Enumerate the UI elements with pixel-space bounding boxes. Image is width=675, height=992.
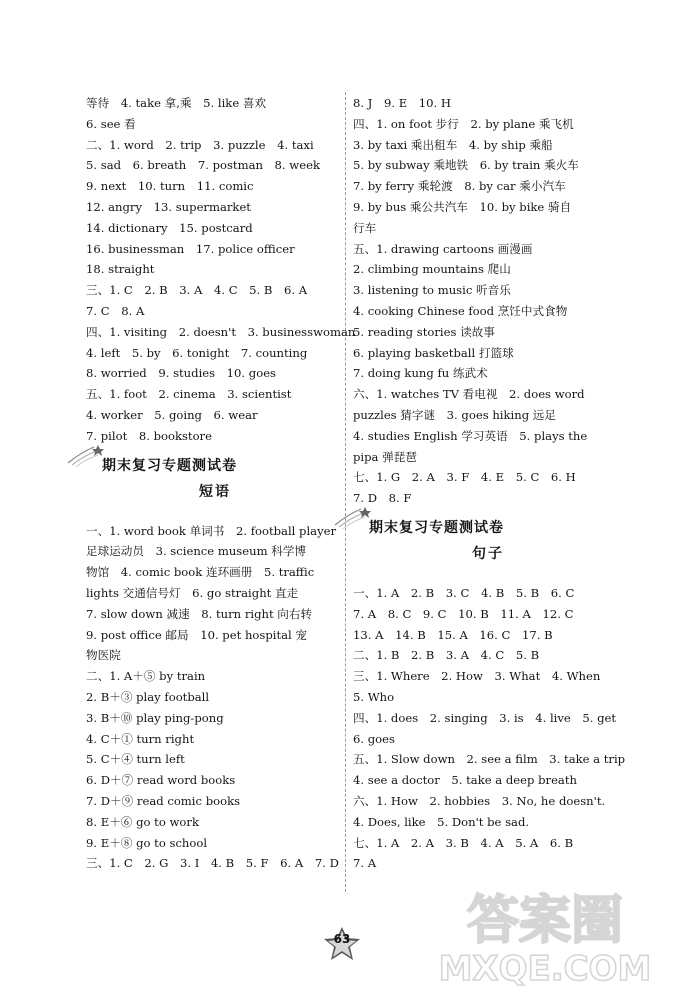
answer-line: 7. A	[353, 856, 377, 871]
answer-line: 12. angry 13. supermarket	[86, 199, 251, 214]
right-column	[353, 93, 626, 874]
answer-line: 9. E＋⑧ go to school	[86, 835, 208, 850]
answer-line: 5. reading stories 读故事	[353, 324, 495, 339]
left-section-answers	[86, 521, 344, 875]
answer-line: 6. goes	[353, 731, 395, 746]
answer-line: 4. cooking Chinese food 烹饪中式食物	[353, 303, 568, 318]
page-number: 63	[333, 932, 351, 946]
answer-line: 7. A 8. C 9. C 10. B 11. A 12. C	[353, 606, 574, 621]
answer-line: 9. by bus 乘公共汽车 10. by bike 骑自	[353, 199, 572, 214]
answer-line: 16. businessman 17. police officer	[86, 241, 295, 256]
answer-line: 行车	[353, 220, 377, 235]
left-section-header	[86, 447, 344, 521]
answer-line: 一、1. word book 单词书 2. football player	[86, 523, 337, 538]
answer-line: 3. by taxi 乘出租车 4. by ship 乘船	[353, 137, 553, 152]
answer-line: 7. slow down 减速 8. turn right 向右转	[86, 606, 313, 621]
answer-line: 四、1. does 2. singing 3. is 4. live 5. get	[353, 710, 617, 725]
answer-line: 4. worker 5. going 6. wear	[86, 407, 258, 422]
answer-line: 6. playing basketball 打篮球	[353, 345, 514, 360]
section-subtitle: 短语	[199, 483, 231, 500]
answer-line: 物馆 4. comic book 连环画册 5. traffic	[86, 565, 315, 580]
answer-line: 9. next 10. turn 11. comic	[86, 179, 254, 194]
answer-line: 五、1. drawing cartoons 画漫画	[353, 241, 533, 256]
answer-line: 足球运动员 3. science museum 科学博	[86, 544, 307, 559]
answer-line: 一、1. A 2. B 3. C 4. B 5. B 6. C	[353, 585, 575, 600]
answer-line: 6. see 看	[86, 116, 136, 131]
answer-line: 5. Who	[353, 689, 395, 704]
right-section-header	[353, 509, 623, 583]
answer-line: 3. listening to music 听音乐	[353, 283, 511, 298]
answer-line: 五、1. foot 2. cinema 3. scientist	[86, 387, 292, 402]
right-section-answers	[353, 583, 626, 874]
answer-line: pipa 弹琵琶	[353, 449, 417, 464]
answer-line: 6. D＋⑦ read word books	[86, 773, 236, 788]
answer-line: 4. left 5. by 6. tonight 7. counting	[86, 345, 308, 360]
answer-line: 3. B＋⑩ play ping-pong	[86, 710, 224, 725]
answer-line: 2. climbing mountains 爬山	[353, 262, 511, 277]
shooting-star-icon	[331, 503, 371, 531]
right-answer-list	[353, 93, 623, 509]
answer-line: 二、1. word 2. trip 3. puzzle 4. taxi	[86, 137, 314, 152]
answer-line: 8. J 9. E 10. H	[353, 96, 452, 110]
answer-line: 六、1. How 2. hobbies 3. No, he doesn't.	[353, 793, 606, 808]
watermark-logo	[420, 880, 670, 990]
answer-line: 4. Does, like 5. Don't be sad.	[353, 814, 530, 829]
answer-line: 4. see a doctor 5. take a deep breath	[353, 773, 577, 788]
left-answer-list	[86, 93, 356, 447]
watermark-url: MXQE.COM	[438, 949, 652, 989]
answer-line: puzzles 猜字谜 3. goes hiking 远足	[353, 407, 556, 422]
answer-line: 四、1. visiting 2. doesn't 3. businesswoman	[86, 324, 356, 339]
answer-line: 7. pilot 8. bookstore	[86, 428, 212, 443]
answer-line: 8. worried 9. studies 10. goes	[86, 366, 277, 381]
answer-line: 7. by ferry 乘轮渡 8. by car 乘小汽车	[353, 179, 566, 194]
section-title: 期末复习专题测试卷	[369, 519, 504, 536]
column-divider	[345, 92, 346, 892]
shooting-star-icon	[64, 441, 104, 469]
answer-line: 5. by subway 乘地铁 6. by train 乘火车	[353, 158, 579, 173]
answer-line: 8. E＋⑥ go to work	[86, 814, 199, 829]
answer-line: 七、1. G 2. A 3. F 4. E 5. C 6. H	[353, 470, 576, 485]
answer-line: 13. A 14. B 15. A 16. C 17. B	[353, 627, 553, 642]
section-subtitle: 句子	[472, 545, 504, 562]
answer-line: 四、1. on foot 步行 2. by plane 乘飞机	[353, 116, 574, 131]
answer-line: 二、1. A＋⑤ by train	[86, 669, 206, 684]
answer-line: 7. doing kung fu 练武术	[353, 366, 488, 381]
answer-line: 18. straight	[86, 262, 155, 277]
answer-line: 7. D＋⑨ read comic books	[86, 793, 241, 808]
answer-line: 7. C 8. A	[86, 303, 145, 318]
answer-line: 物医院	[86, 648, 121, 663]
answer-line: 等待 4. take 拿,乘 5. like 喜欢	[86, 96, 267, 110]
watermark-chars: 答案圈	[466, 891, 624, 951]
answer-line: 二、1. B 2. B 3. A 4. C 5. B	[353, 648, 540, 663]
answer-line: 7. D 8. F	[353, 491, 412, 506]
answer-line: 9. post office 邮局 10. pet hospital 宠	[86, 627, 308, 642]
answer-line: 14. dictionary 15. postcard	[86, 220, 253, 235]
answer-line: 三、1. Where 2. How 3. What 4. When	[353, 669, 601, 684]
answer-line: lights 交通信号灯 6. go straight 直走	[86, 585, 299, 600]
answer-line: 六、1. watches TV 看电视 2. does word	[353, 387, 585, 402]
answer-line: 5. C＋④ turn left	[86, 752, 185, 767]
answer-line: 三、1. C 2. G 3. I 4. B 5. F 6. A 7. D	[86, 856, 339, 871]
answer-line: 七、1. A 2. A 3. B 4. A 5. A 6. B	[353, 835, 574, 850]
left-column	[86, 93, 356, 874]
answer-line: 五、1. Slow down 2. see a film 3. take a trip	[353, 752, 626, 767]
answer-line: 4. C＋① turn right	[86, 731, 195, 746]
section-title: 期末复习专题测试卷	[102, 457, 237, 474]
answer-line: 4. studies English 学习英语 5. plays the	[353, 428, 588, 443]
answer-line: 5. sad 6. breath 7. postman 8. week	[86, 158, 320, 173]
answer-line: 2. B＋③ play football	[86, 689, 210, 704]
answer-line: 三、1. C 2. B 3. A 4. C 5. B 6. A	[86, 283, 308, 298]
